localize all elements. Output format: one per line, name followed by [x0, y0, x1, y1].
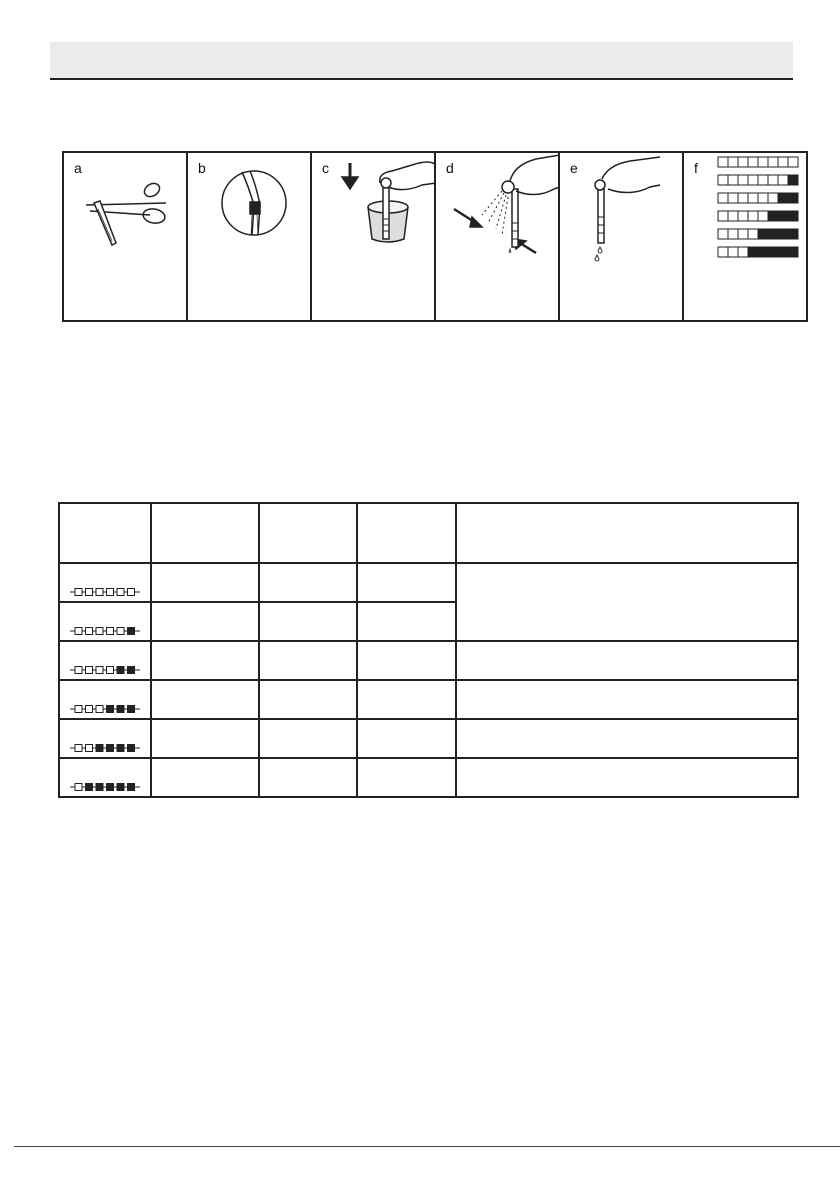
strip-cell	[59, 680, 151, 719]
test-strip-icon	[69, 743, 141, 753]
strip-pad	[75, 589, 82, 596]
strip-pad	[75, 784, 82, 791]
table-row	[59, 563, 798, 602]
table-row	[59, 719, 798, 758]
strip-pad	[117, 667, 124, 674]
strip-pad	[117, 745, 124, 752]
strip-pad	[96, 706, 103, 713]
scale-square	[728, 211, 738, 221]
strip-pad	[75, 706, 82, 713]
scale-square	[718, 247, 728, 257]
table-cell	[456, 641, 798, 680]
scale-square	[748, 229, 758, 239]
scale-square	[728, 175, 738, 185]
test-strip-icon	[69, 704, 141, 714]
strip-pad	[107, 784, 114, 791]
scale-square	[778, 229, 788, 239]
strip-pad	[75, 745, 82, 752]
strip-pad	[107, 706, 114, 713]
scale-square	[768, 247, 778, 257]
strip-pad	[107, 667, 114, 674]
scale-square	[768, 211, 778, 221]
scale-square	[728, 193, 738, 203]
test-strip-instructions	[62, 151, 808, 322]
scale-square	[718, 229, 728, 239]
scale-square	[788, 247, 798, 257]
test-strip-icon	[69, 587, 141, 597]
water-tap-icon	[188, 153, 315, 320]
scale-square	[738, 229, 748, 239]
header-cell	[59, 503, 151, 563]
strip-pad	[86, 628, 93, 635]
table-cell	[259, 641, 357, 680]
table-cell	[259, 758, 357, 797]
strip-pad	[86, 667, 93, 674]
test-strip-icon	[69, 626, 141, 636]
table-cell	[151, 719, 259, 758]
table-row	[59, 641, 798, 680]
strip-cell	[59, 602, 151, 641]
test-strip-graphic	[69, 665, 141, 675]
table-cell	[357, 641, 456, 680]
table-header-row	[59, 503, 798, 563]
strip-pad	[117, 784, 124, 791]
step-letter: a	[74, 160, 82, 176]
scale-square	[748, 175, 758, 185]
scale-square	[758, 229, 768, 239]
table-cell	[151, 602, 259, 641]
table-cell	[357, 680, 456, 719]
step-d-panel	[434, 151, 560, 322]
strip-pad	[128, 628, 135, 635]
table-cell	[259, 602, 357, 641]
scale-square	[778, 193, 788, 203]
scale-square	[738, 157, 748, 167]
test-strip-graphic	[69, 782, 141, 792]
scale-square	[748, 211, 758, 221]
scale-square	[778, 157, 788, 167]
strip-pad	[86, 589, 93, 596]
step-letter: e	[570, 160, 578, 176]
scale-square	[728, 229, 738, 239]
scale-square	[718, 175, 728, 185]
test-strip-graphic	[69, 704, 141, 714]
step-letter: d	[446, 160, 454, 176]
water-hardness-table	[58, 502, 799, 798]
strip-pad	[96, 589, 103, 596]
step-letter: f	[694, 160, 698, 176]
scale-square	[778, 211, 788, 221]
table-cell	[456, 758, 798, 797]
scale-square	[758, 211, 768, 221]
strip-pad	[128, 745, 135, 752]
step-c-panel	[310, 151, 436, 322]
test-strip-icon	[69, 782, 141, 792]
table-row	[59, 758, 798, 797]
scale-square	[748, 193, 758, 203]
strip-pad	[96, 745, 103, 752]
strip-cell	[59, 563, 151, 602]
scale-square	[758, 157, 768, 167]
scale-square	[788, 157, 798, 167]
scale-square	[778, 175, 788, 185]
header-cell	[151, 503, 259, 563]
scale-square	[728, 247, 738, 257]
table-cell	[357, 563, 456, 602]
step-a-panel	[62, 151, 188, 322]
table-cell	[456, 680, 798, 719]
scale-square	[788, 193, 798, 203]
strip-pad	[117, 706, 124, 713]
strip-pad	[86, 706, 93, 713]
dripping-strip-icon	[560, 153, 687, 320]
strip-pad	[96, 667, 103, 674]
table-cell	[151, 758, 259, 797]
scale-square	[728, 157, 738, 167]
scale-square	[738, 193, 748, 203]
strip-pad	[75, 667, 82, 674]
step-b-panel	[186, 151, 312, 322]
step-letter: c	[322, 160, 329, 176]
scale-square	[748, 157, 758, 167]
strip-pad	[117, 589, 124, 596]
scale-square	[758, 247, 768, 257]
scale-square	[768, 157, 778, 167]
table-cell	[259, 563, 357, 602]
scale-square	[758, 175, 768, 185]
strip-pad	[128, 589, 135, 596]
table-cell	[357, 719, 456, 758]
table-row	[59, 680, 798, 719]
scale-square	[768, 175, 778, 185]
strip-pad	[86, 784, 93, 791]
table-cell	[357, 602, 456, 641]
header-cell	[259, 503, 357, 563]
scale-square	[738, 175, 748, 185]
section-header-bar	[50, 42, 793, 80]
table-cell	[357, 758, 456, 797]
test-strip-icon	[69, 665, 141, 675]
scale-square	[778, 247, 788, 257]
scale-square	[788, 229, 798, 239]
scale-square	[788, 211, 798, 221]
step-f-panel	[682, 151, 808, 322]
table-cell	[151, 641, 259, 680]
scale-square	[718, 157, 728, 167]
header-cell	[357, 503, 456, 563]
table-cell	[456, 563, 798, 641]
table-cell	[259, 719, 357, 758]
scissors-cutting-strip-icon	[64, 153, 182, 320]
scale-square	[748, 247, 758, 257]
strip-cell	[59, 641, 151, 680]
strip-pad	[128, 706, 135, 713]
table-cell	[456, 719, 798, 758]
test-strip-graphic	[69, 626, 141, 636]
table-cell	[151, 680, 259, 719]
table-cell	[259, 680, 357, 719]
scale-square	[738, 211, 748, 221]
scale-square	[718, 211, 728, 221]
header-cell	[456, 503, 798, 563]
strip-pad	[107, 745, 114, 752]
test-strip-graphic	[69, 743, 141, 753]
test-strip-graphic	[69, 587, 141, 597]
scale-square	[768, 193, 778, 203]
table-cell	[151, 563, 259, 602]
strip-pad	[107, 589, 114, 596]
strip-dipped-in-water-icon	[312, 153, 439, 320]
strip-pad	[96, 628, 103, 635]
scale-square	[738, 247, 748, 257]
strip-pad	[128, 784, 135, 791]
scale-square	[758, 193, 768, 203]
strip-pad	[117, 628, 124, 635]
step-letter: b	[198, 160, 206, 176]
strip-pad	[75, 628, 82, 635]
step-e-panel	[558, 151, 684, 322]
scale-square	[768, 229, 778, 239]
scale-square	[718, 193, 728, 203]
strip-pad	[96, 784, 103, 791]
strip-cell	[59, 758, 151, 797]
strip-cell	[59, 719, 151, 758]
strip-pad	[128, 667, 135, 674]
shaking-strip-icon	[436, 153, 563, 320]
scale-square	[788, 175, 798, 185]
footer-rule	[14, 1146, 840, 1147]
color-scale-icon	[684, 153, 811, 320]
strip-pad	[86, 745, 93, 752]
strip-pad	[107, 628, 114, 635]
